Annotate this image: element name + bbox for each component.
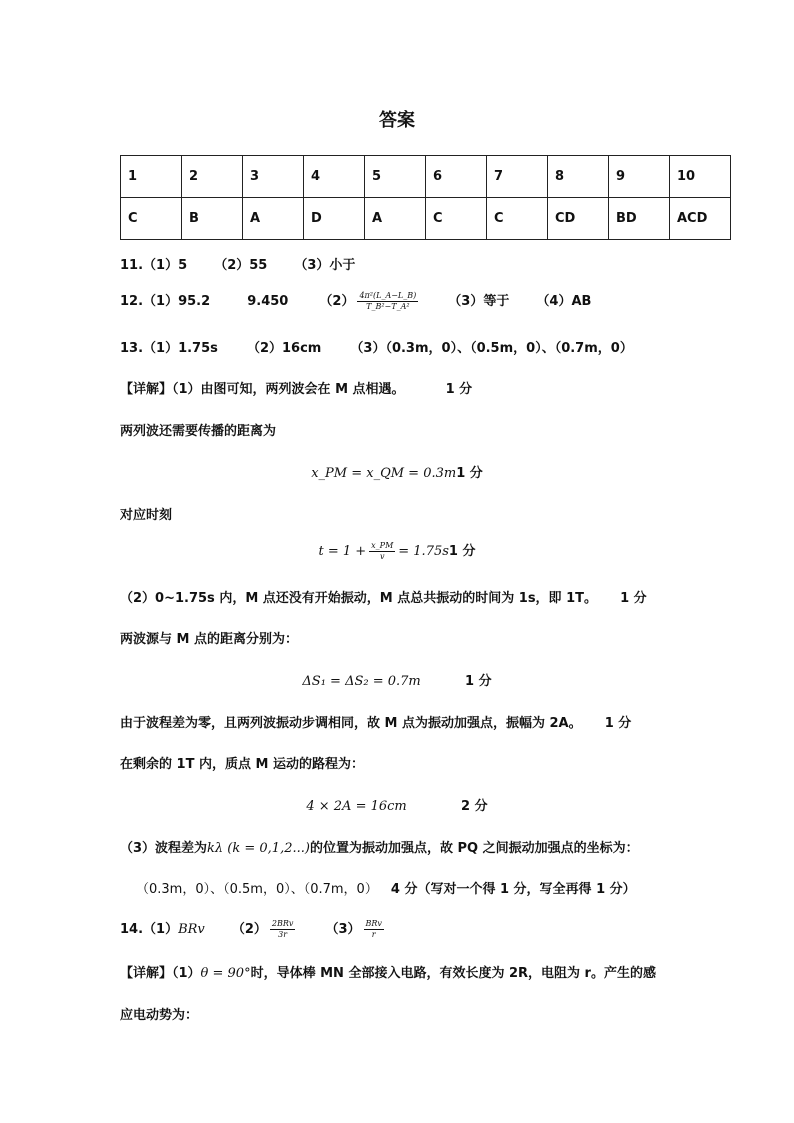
question-number-cell: 4 [304, 156, 365, 198]
q12-fraction [357, 291, 418, 312]
q14-answer [120, 918, 387, 940]
q13-detail-2: 两列波还需要传播的距离为 [120, 424, 277, 439]
equation-text: kλ (k = 0,1,2...) [207, 841, 310, 856]
fraction-numerator: x_PM [371, 541, 394, 550]
score-label: 1 分 [604, 716, 632, 731]
q14-detail-1-text-b: 时，导体棒 MN 全部接入电路，有效长度为 2R，电阻为 r。产生的感 [250, 966, 656, 981]
score-label: 4 分（写对一个得 1 分，写全再得 1 分） [390, 882, 636, 897]
q14-detail-1 [120, 962, 656, 981]
q13-coordinates [136, 878, 636, 897]
q13-detail-8-text-b: 的位置为振动加强点，故 PQ 之间振动加强点的坐标为： [309, 841, 639, 856]
q14-fraction-3 [364, 919, 384, 940]
q11-part1: 11.（1）5 [120, 258, 188, 273]
q13-detail-3: 对应时刻 [120, 508, 173, 523]
q12-answer [120, 290, 591, 312]
equation-text: 4 × 2A = 16cm [306, 799, 407, 814]
q12-fraction-numerator: 4π²(L_A−L_B) [359, 291, 417, 300]
question-number-cell: 1 [121, 156, 182, 198]
q14-detail-2: 应电动势为： [120, 1008, 199, 1023]
q13-detail-6 [120, 712, 631, 731]
q13-detail-7: 在剩余的 1T 内，质点 M 运动的路程为： [120, 757, 364, 772]
score-label: 1 分 [456, 466, 483, 481]
question-number-cell: 7 [487, 156, 548, 198]
score-label: 2 分 [461, 799, 488, 814]
q13-detail-4-text: （2）0~1.75s 内，M 点还没有开始振动，M 点总共振动的时间为 1s，即 1T。 [120, 591, 597, 606]
answer-cell: A [243, 198, 304, 240]
q14-fraction-2 [270, 919, 296, 940]
q12-part2: （2） [319, 294, 355, 309]
q14-part3: （3） [325, 922, 361, 937]
equation-text: BRv [178, 922, 205, 937]
fraction-numerator: BRv [365, 919, 382, 928]
score-label: 1 分 [465, 674, 492, 689]
q12-fraction-denominator: T_B²−T_A² [366, 302, 410, 311]
score-label: 1 分 [448, 544, 476, 559]
q13-detail-1-text: 【详解】（1）由图可知，两列波会在 M 点相遇。 [120, 382, 405, 397]
q13-part2: （2）16cm [246, 341, 322, 356]
answer-cell: C [121, 198, 182, 240]
equation-text: = 1.75s [398, 544, 449, 559]
question-number-cell: 2 [182, 156, 243, 198]
page-title: 答案 [379, 110, 415, 131]
score-label: 1 分 [445, 382, 473, 397]
equation-text: θ = 90° [200, 966, 251, 981]
q13-equation-1 [0, 462, 794, 481]
q13-detail-8 [120, 837, 639, 856]
q13-detail-8-text: （3）波程差为 [120, 841, 208, 856]
q12-part3: （3）等于 [448, 294, 510, 309]
answer-cell: D [304, 198, 365, 240]
answer-cell: BD [609, 198, 670, 240]
fraction-denominator: r [371, 930, 376, 939]
q12-part1b: 9.450 [247, 294, 289, 309]
fraction-denominator: v [379, 552, 385, 561]
q14-part1: 14.（1） [120, 922, 179, 937]
answer-cell: A [365, 198, 426, 240]
q13-detail-1 [120, 378, 472, 397]
answer-cell: C [487, 198, 548, 240]
q13-detail-6-text: 由于波程差为零，且两列波振动步调相同，故 M 点为振动加强点，振幅为 2A。 [120, 716, 582, 731]
q13-equation-4 [0, 795, 794, 814]
q14-part2: （2） [231, 922, 267, 937]
q11-answer [120, 254, 355, 273]
equation-fraction [369, 541, 395, 562]
answer-cell: CD [548, 198, 609, 240]
q11-part2: （2）55 [214, 258, 268, 273]
fraction-numerator: 2BRv [271, 919, 294, 928]
question-number-cell: 5 [365, 156, 426, 198]
q13-part3: （3）（0.3m，0）、（0.5m，0）、（0.7m，0） [350, 341, 633, 356]
fraction-denominator: 3r [278, 930, 288, 939]
equation-text: x_PM = x_QM = 0.3m [311, 466, 457, 481]
table-row-answers [121, 198, 731, 240]
q13-answer [120, 337, 633, 356]
equation-text: t = 1 + [318, 544, 367, 559]
question-number-cell: 8 [548, 156, 609, 198]
q12-part4: （4）AB [536, 294, 592, 309]
question-number-cell: 6 [426, 156, 487, 198]
answer-table [120, 155, 731, 240]
question-number-cell: 10 [670, 156, 731, 198]
q13-part1: 13.（1）1.75s [120, 341, 218, 356]
q13-detail-5: 两波源与 M 点的距离分别为： [120, 632, 298, 647]
answer-cell: B [182, 198, 243, 240]
question-number-cell: 3 [243, 156, 304, 198]
coordinates-text: （0.3m，0）、（0.5m，0）、（0.7m，0） [136, 882, 378, 897]
q12-part1: 12.（1）95.2 [120, 294, 211, 309]
question-number-cell: 9 [609, 156, 670, 198]
q14-detail-1-text: 【详解】（1） [120, 966, 201, 981]
answer-cell: ACD [670, 198, 731, 240]
answer-cell: C [426, 198, 487, 240]
q11-part3: （3）小于 [294, 258, 356, 273]
q13-equation-3 [0, 670, 794, 689]
score-label: 1 分 [620, 591, 647, 606]
table-row-numbers [121, 156, 731, 198]
equation-text: ΔS₁ = ΔS₂ = 0.7m [302, 674, 421, 689]
q13-equation-2 [0, 540, 794, 562]
q13-detail-4 [120, 587, 647, 606]
